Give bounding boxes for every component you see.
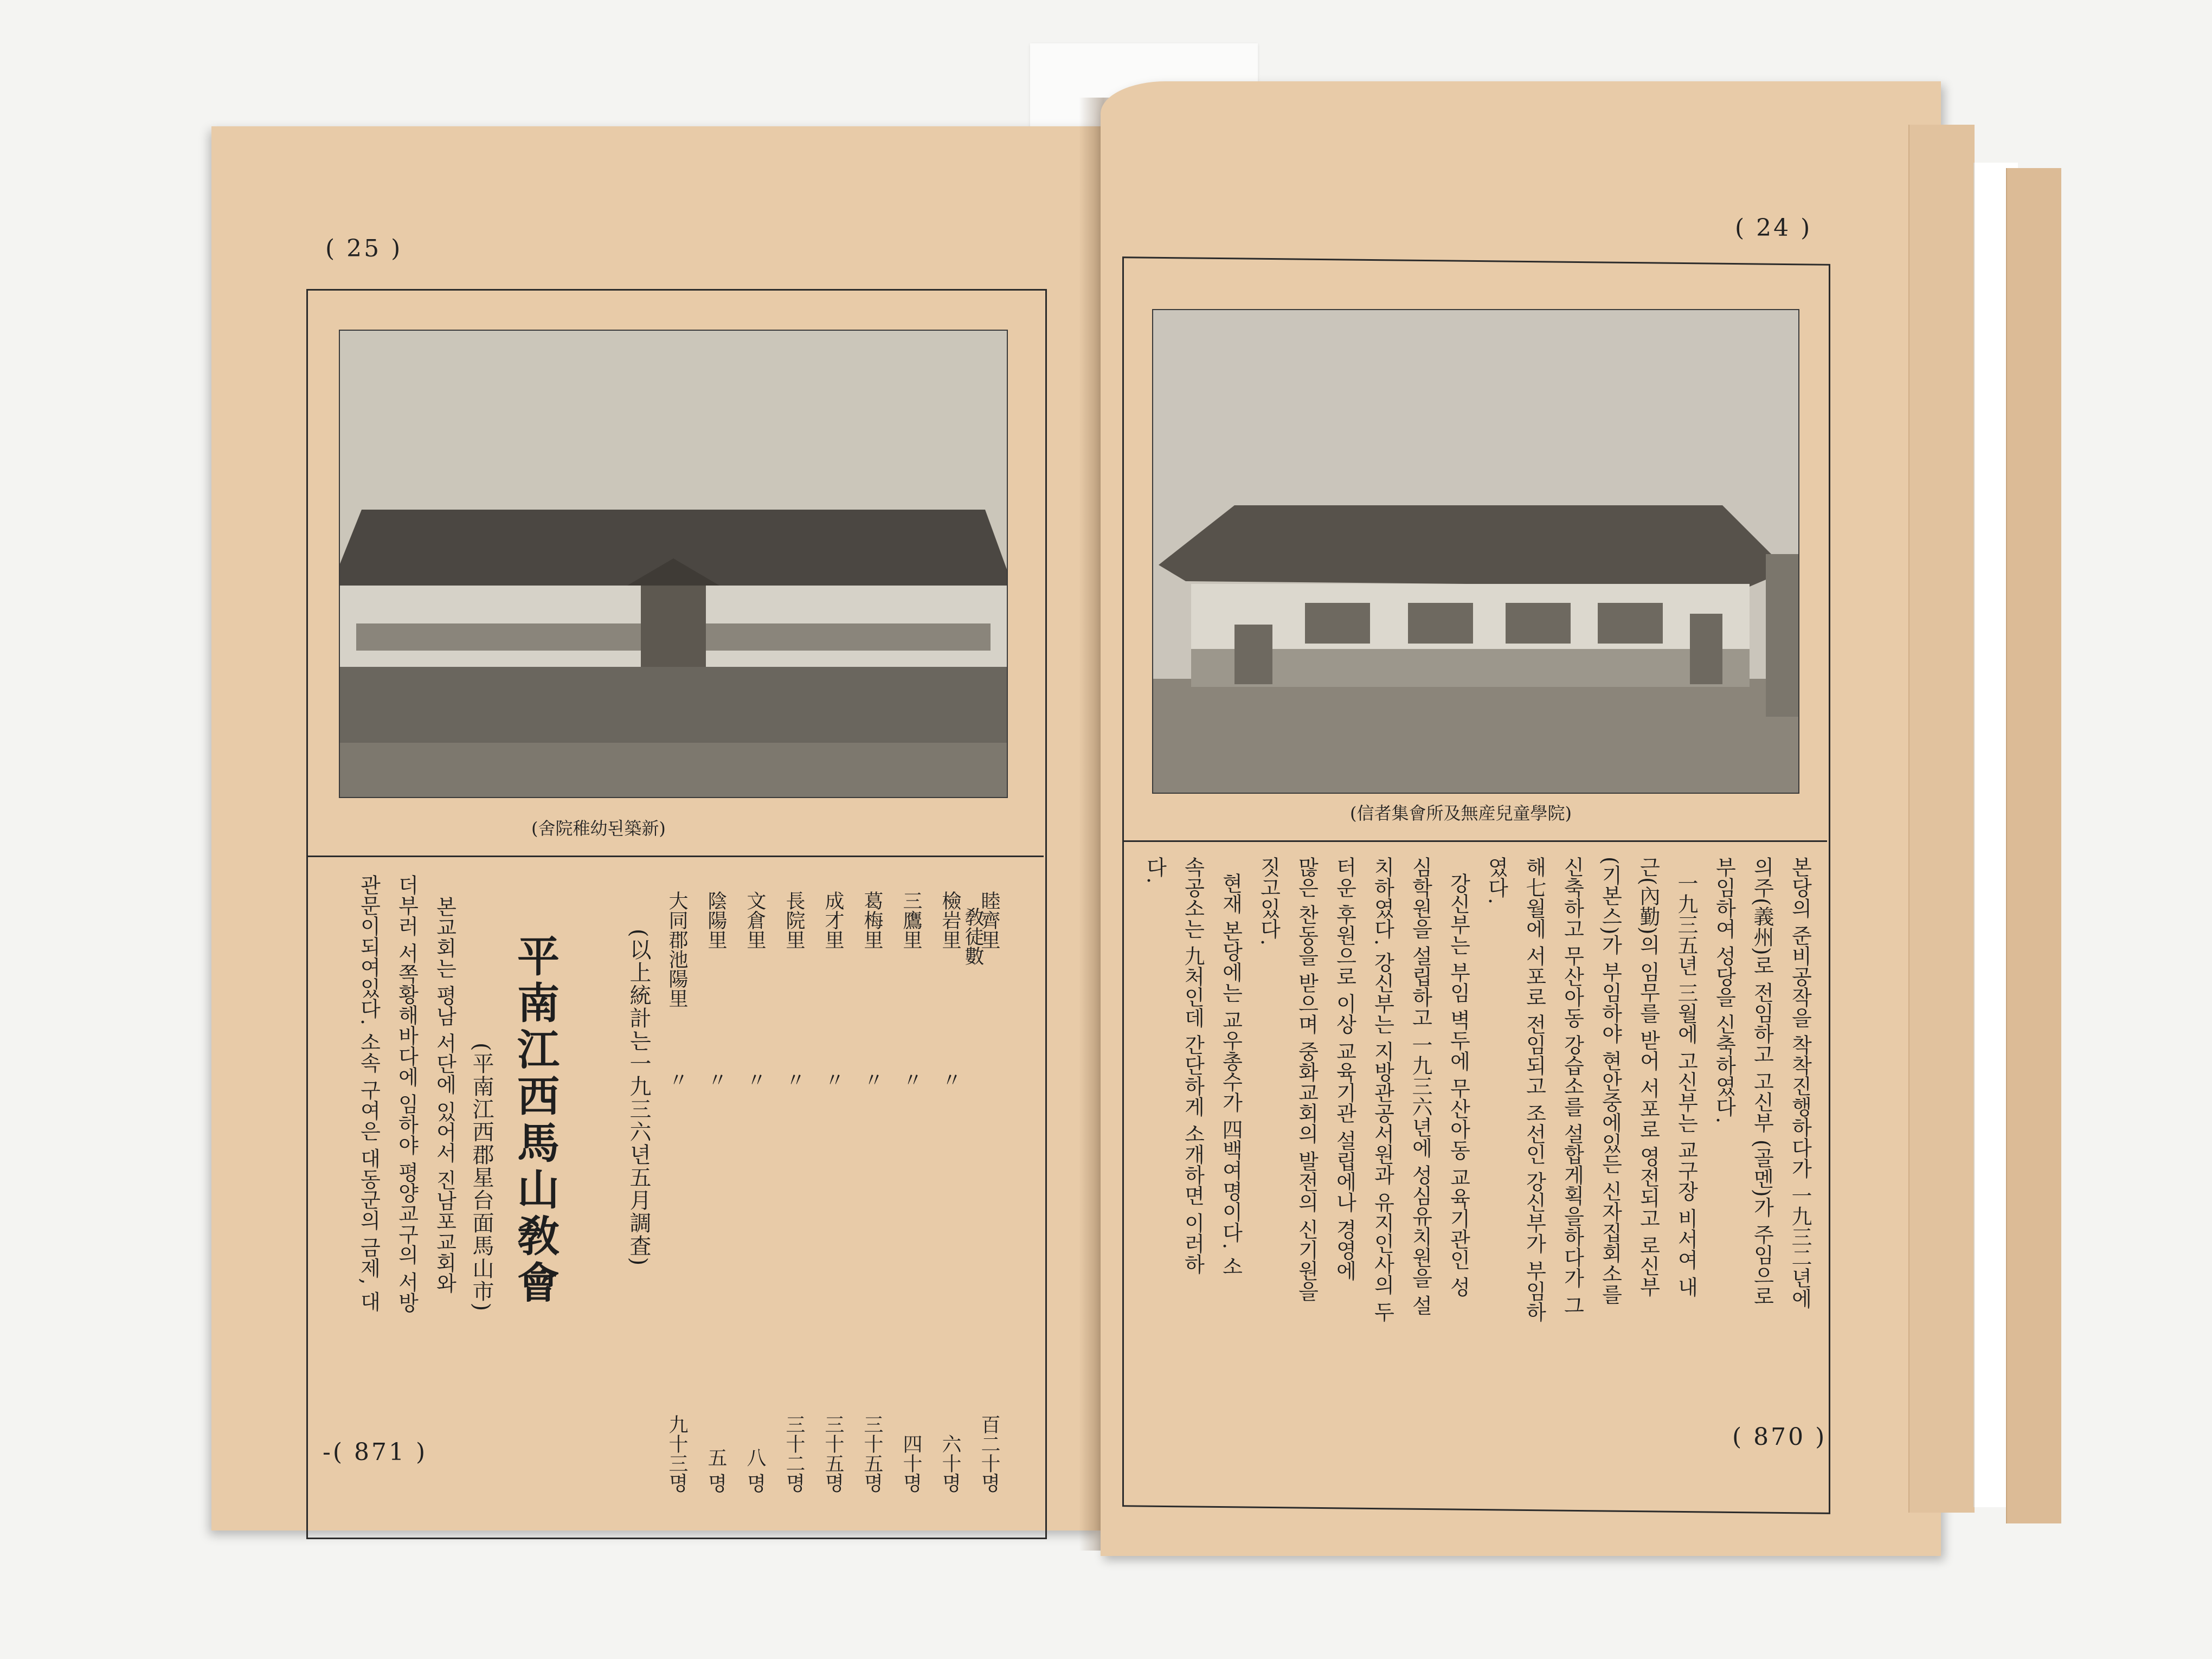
meeting-house-image [1153, 310, 1798, 793]
body-line: 속공소는 九처인데 간단하게 소개하면 이러하 [1181, 857, 1205, 1275]
body-line: 부임하여 성당을 신축하였다. [1712, 857, 1736, 1124]
members-row-place: 成才里 [822, 891, 844, 949]
body-line: 현재 본당에는 교우총수가 四백여명이다. 소 [1219, 873, 1243, 1277]
body-line: 一九三五년 三월에 고신부는 교구장 비서여 내 [1674, 873, 1698, 1297]
members-row-count: 八 명 [744, 1447, 766, 1493]
page-edge [1908, 125, 1975, 1513]
members-row-count: 三十五명 [822, 1414, 844, 1493]
meeting-house-photo-caption: (信者集會所及無産兒童學院) [1350, 803, 1572, 824]
body-line: 짓고있다. [1257, 857, 1281, 946]
ditto-mark: 〃 [939, 1070, 961, 1089]
body-line: (기본스)가 부임하야 현안중에있든 신자집회소를 [1598, 857, 1622, 1304]
members-row-count: 三十五명 [861, 1414, 883, 1493]
members-table [666, 891, 1003, 1493]
church-title: 平南江西馬山敎會 [510, 934, 560, 1307]
members-row-place: 文倉里 [744, 891, 766, 949]
members-row-place: 大同郡池陽里 [666, 891, 688, 1008]
kindergarten-photo [339, 330, 1008, 798]
right-page-number-bottom: ( 870 ) [1732, 1423, 1827, 1451]
page-edge [2006, 168, 2061, 1523]
statistics-note: (以上統計는一九三六년五月調査) [626, 929, 651, 1267]
members-row-count: 四十명 [900, 1434, 922, 1493]
body-line: 다. [1143, 857, 1167, 884]
body-line: 의주(義州)로 전임하고 고신부 (골멘)가 주임으로 [1750, 857, 1774, 1307]
members-row-place: 三鷹里 [900, 891, 922, 949]
right-page-number-top: ( 24 ) [1735, 214, 1812, 242]
ditto-mark: 〃 [861, 1070, 883, 1089]
members-row-place: 檢岩里 [939, 891, 961, 949]
body-line: 더부러 서쪽황해바다에 임하야 평양교구의 서방 [395, 874, 419, 1313]
body-line: 본당의 준비공작을 착착진행하다가 一九三二년에 [1788, 857, 1812, 1309]
ditto-mark: 〃 [705, 1070, 727, 1089]
members-row-place: 陰陽里 [705, 891, 727, 949]
body-line: 해七월에 서포로 전임되고 조선인 강신부가 부임하 [1522, 857, 1546, 1322]
body-line: 였다. [1484, 857, 1508, 905]
right-page [1101, 81, 1941, 1556]
body-line: 심학원을 설립하고 一九三六년에 성심유치원을 설 [1409, 857, 1432, 1316]
left-page-number-top: ( 25 ) [325, 235, 403, 262]
ditto-mark: 〃 [744, 1070, 766, 1089]
members-table-header: 敎徒數 [962, 907, 984, 966]
ditto-mark: 〃 [783, 1070, 805, 1089]
kindergarten-building-image [340, 331, 1007, 797]
left-page [211, 126, 1101, 1531]
body-line: 본교회는 평남 서단에 있어서 진남포교회와 [433, 896, 456, 1294]
ditto-mark: 〃 [822, 1070, 844, 1089]
members-row-count: 九十三명 [666, 1414, 688, 1493]
ditto-mark: 〃 [666, 1070, 688, 1089]
church-address: (平南江西郡星台面馬山市) [469, 1043, 494, 1313]
meeting-house-photo [1152, 309, 1799, 794]
body-line: 터운 후원으로 이상 교육기관 설립에나 경영에 [1333, 857, 1356, 1281]
left-page-number-bottom: -( 871 ) [323, 1438, 428, 1466]
left-divider [306, 856, 1044, 857]
members-row-place: 長院里 [783, 891, 805, 949]
members-row-count: 三十二명 [783, 1414, 805, 1493]
members-row-count: 五 명 [705, 1447, 727, 1493]
members-row-count: 六十명 [939, 1434, 961, 1493]
members-row-count: 百二十명 [978, 1414, 1000, 1493]
body-line: 강신부는 부임 벽두에 무산아동 교육기관인 성 [1446, 873, 1470, 1297]
right-divider [1122, 840, 1827, 842]
body-line: 관문이되여있다. 소속 구여은 대동군의 금제, 대 [357, 874, 381, 1312]
members-row-place: 葛梅里 [861, 891, 883, 949]
members-row-place: 睦齊里 [978, 891, 1000, 949]
kindergarten-photo-caption: (舍院稚幼된築新) [531, 818, 666, 839]
body-line: 치하였다. 강신부는 지방관공서원과 유지인사의 두 [1371, 857, 1394, 1322]
body-line: 근(內勤)의 임무를 받어 서포로 영전되고 로신부 [1636, 857, 1660, 1297]
body-line: 신축하고 무산아동 강습소를 설합게획을하다가 그 [1560, 857, 1584, 1316]
ditto-mark: 〃 [900, 1070, 922, 1089]
body-line: 많은 찬동을 받으며 중화교회의 발전의 신기원을 [1295, 857, 1319, 1302]
